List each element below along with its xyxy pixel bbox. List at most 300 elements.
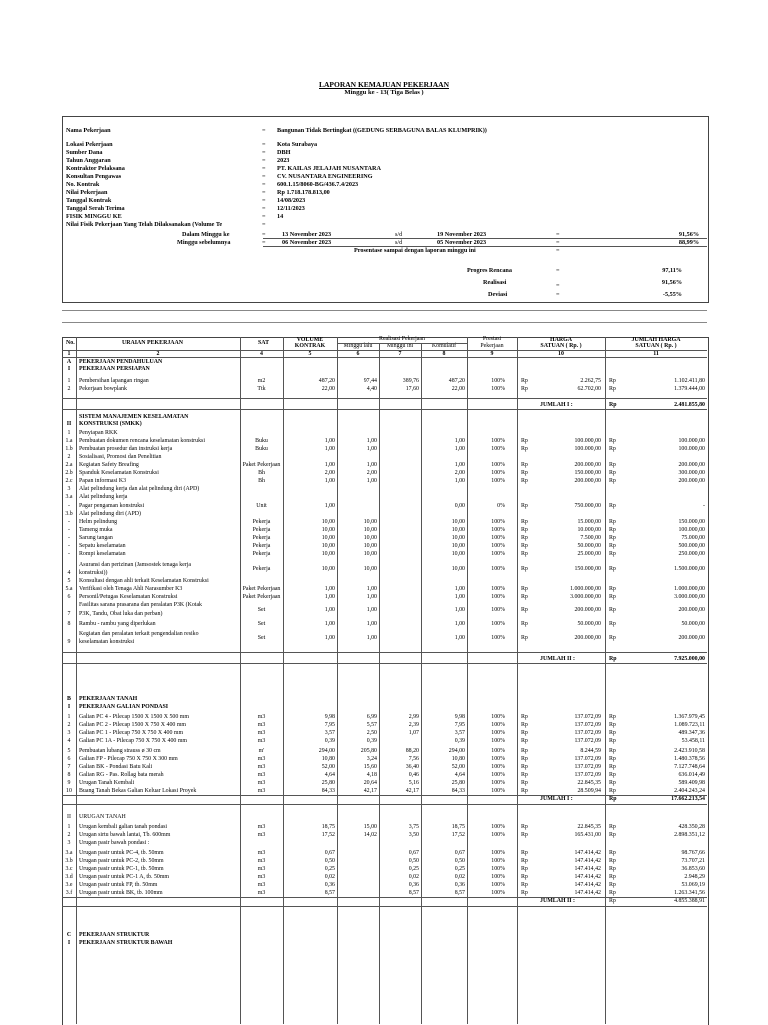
summary-realisasi-label: Realisasi xyxy=(483,279,507,286)
cell-lalu: 1,00 xyxy=(366,586,377,592)
cell-desc: KONSTRUKSI (SMKK) xyxy=(79,421,142,427)
cell-vol: 294,00 xyxy=(318,748,335,754)
cell-rp2: Rp xyxy=(609,586,616,592)
cell-kum: 18,75 xyxy=(451,824,465,830)
cell-desc: Urugan pasir untuk BK, tb. 100mm xyxy=(79,890,163,896)
cell-rp2: Rp xyxy=(609,764,616,770)
cell-no: 1.a xyxy=(65,438,73,444)
cell-kum: 10,00 xyxy=(451,527,465,533)
col-jumlah: JUMLAH HARGA xyxy=(631,337,681,343)
cell-no: 1 xyxy=(67,714,71,720)
cell-pres: 100% xyxy=(491,607,505,613)
cell-rp: Rp xyxy=(521,478,528,484)
cell-vol: 1,00 xyxy=(324,446,335,452)
cell-sat: m3 xyxy=(257,772,266,778)
cell-rp: Rp xyxy=(521,438,528,444)
cell-no: 3.a xyxy=(65,850,73,856)
cell-harga: 137.072,09 xyxy=(574,738,601,744)
cell-rp: Rp xyxy=(521,824,528,830)
separator-2 xyxy=(62,322,707,323)
cell-rp: Rp xyxy=(521,621,528,627)
cell-rp2: Rp xyxy=(609,874,616,880)
cell-pres: 100% xyxy=(491,772,505,778)
summary-rencana-eq: = xyxy=(556,267,560,274)
col-volume: VOLUME xyxy=(296,337,324,343)
cell-no: 2 xyxy=(67,386,71,392)
cell-harga: 137.072,09 xyxy=(574,756,601,762)
cell-lalu: 1,00 xyxy=(366,446,377,452)
cell-rp: Rp xyxy=(521,730,528,736)
cell-kum: 1,00 xyxy=(454,478,465,484)
cell-lalu: 1,00 xyxy=(366,621,377,627)
cell-jumlah: 73.707,21 xyxy=(681,858,705,864)
cell-vol: 52,00 xyxy=(321,764,335,770)
cell-rp: Rp xyxy=(521,738,528,744)
cell-pres: 100% xyxy=(491,850,505,856)
cell-kum: 17,52 xyxy=(451,832,465,838)
header-field-label: FISIK MINGGU KE xyxy=(66,213,122,220)
cell-no: 2 xyxy=(67,722,71,728)
cell-harga: 165.431,00 xyxy=(574,832,601,838)
period-current-eq2: = xyxy=(556,231,560,238)
cell-rp: Rp xyxy=(521,386,528,392)
header-field-value: DBH xyxy=(277,149,291,156)
cell-vol: 1,00 xyxy=(324,607,335,613)
cell-no: 3.d xyxy=(65,874,73,880)
cell-rp2: Rp xyxy=(609,714,616,720)
period-line-2 xyxy=(263,246,707,247)
cell-vol: 0,36 xyxy=(324,882,335,888)
col-no: No. xyxy=(66,340,75,346)
cell-no: 3.b xyxy=(65,511,73,517)
cell-lalu: 0,39 xyxy=(366,738,377,744)
cell-sat: m3 xyxy=(257,890,266,896)
cell-pres: 100% xyxy=(491,788,505,794)
header-field-eq: = xyxy=(262,181,266,188)
cell-ini: 2,99 xyxy=(408,714,419,720)
cell-vol: 487,20 xyxy=(318,378,335,384)
cell-jumlah: 2.898.351,12 xyxy=(674,832,705,838)
cell-kum: 7,95 xyxy=(454,722,465,728)
header-field-value: 2023 xyxy=(277,157,290,164)
report-week: Minggu ke - 13( Tiga Belas ) xyxy=(344,89,424,96)
cell-pres: 100% xyxy=(491,462,505,468)
cell-kum: 8,57 xyxy=(454,890,465,896)
cell-sat: Paket Pekerjaan xyxy=(242,586,281,592)
cell-jumlah: 100.000,00 xyxy=(678,438,705,444)
cell-jumlah: 2.423.910,58 xyxy=(674,748,705,754)
cell-lalu: 10,00 xyxy=(363,566,377,572)
cell-sat: m2 xyxy=(257,378,266,384)
cell-no: 9 xyxy=(67,639,71,645)
cell-rp2: Rp xyxy=(609,796,617,802)
colnum-1: 1 xyxy=(67,351,71,357)
cell-vol: 0,50 xyxy=(324,858,335,864)
cell-lalu: 1,00 xyxy=(366,478,377,484)
cell-vol: 10,00 xyxy=(321,551,335,557)
cell-rp2: Rp xyxy=(609,566,616,572)
cell-pres: 100% xyxy=(491,874,505,880)
cell-jumlah: 2.948,29 xyxy=(684,874,705,880)
cell-sat: Buku xyxy=(255,446,268,452)
cell-harga: 137.072,09 xyxy=(574,772,601,778)
cell-pres: 100% xyxy=(491,730,505,736)
cell-no: 2.a xyxy=(65,462,73,468)
cell-rp: Rp xyxy=(521,503,528,509)
col-kumulatif: Komulatif xyxy=(431,343,457,349)
cell-kum: 52,00 xyxy=(451,764,465,770)
cell-vol: 0,25 xyxy=(324,866,335,872)
cell-desc: Alat pelindung kerja dan alat pelindung diri (APD) xyxy=(79,486,200,492)
cell-ini: 0,46 xyxy=(408,772,419,778)
period-previous-eq: = xyxy=(262,239,266,246)
cell-pres: 100% xyxy=(491,866,505,872)
head-line-c xyxy=(62,357,707,358)
cell-jumlah: 200.000,00 xyxy=(678,635,705,641)
cell-pres: 100% xyxy=(491,882,505,888)
cell-sat: Ttk xyxy=(257,386,266,392)
cell-kum: 0,67 xyxy=(454,850,465,856)
cell-kum: 0,25 xyxy=(454,866,465,872)
cell-jumlah: 7.127.748,64 xyxy=(674,764,705,770)
cell-lalu: 42,17 xyxy=(363,788,377,794)
cell-desc: Sosialisasi, Promosi dan Penelitian xyxy=(79,454,162,460)
cell-harga: 200.000,00 xyxy=(574,462,601,468)
subtotal-label: JUMLAH II : xyxy=(540,656,576,662)
cell-no: - xyxy=(68,535,70,541)
cell-sat: m3 xyxy=(257,780,266,786)
cell-pres: 100% xyxy=(491,621,505,627)
cell-rp: Rp xyxy=(521,462,528,468)
cell-vol: 2,00 xyxy=(324,470,335,476)
cell-vol: 1,00 xyxy=(324,594,335,600)
header-field-eq: = xyxy=(262,221,266,228)
cell-no: 3 xyxy=(67,840,71,846)
cell-sat: Bh xyxy=(258,478,265,484)
cell-rp: Rp xyxy=(521,788,528,794)
cell-ini: 42,17 xyxy=(405,788,419,794)
summary-rencana-value: 97,11% xyxy=(662,267,682,274)
cell-jumlah: 250.000,00 xyxy=(678,551,705,557)
cell-no: I xyxy=(67,366,71,372)
cell-pres: 100% xyxy=(491,446,505,452)
cell-sat: Pekerja xyxy=(252,527,271,533)
cell-ini: 36,40 xyxy=(405,764,419,770)
cell-desc: Rambu - rambu yang diperlukan xyxy=(79,621,156,627)
header-field-eq: = xyxy=(262,141,266,148)
cell-sat: m3 xyxy=(257,824,266,830)
cell-rp2: Rp xyxy=(609,503,616,509)
cell-rp2: Rp xyxy=(609,832,616,838)
colnum-7: 7 xyxy=(398,351,402,357)
cell-kum: 487,20 xyxy=(448,378,465,384)
cell-rp2: Rp xyxy=(609,780,616,786)
vline-harga xyxy=(605,337,606,1024)
cell-jumlah: 53.069,19 xyxy=(681,882,705,888)
cell-kum: 10,00 xyxy=(451,535,465,541)
cell-lalu: 10,00 xyxy=(363,551,377,557)
period-previous-to: 05 November 2023 xyxy=(437,239,487,246)
cell-jumlah: 98.767,66 xyxy=(681,850,705,856)
period-previous-sd: s/d xyxy=(395,239,403,246)
cell-desc: Penyiapan RKK xyxy=(79,430,118,436)
cell-rp: Rp xyxy=(521,866,528,872)
cell-jumlah: 2.481.855,80 xyxy=(674,402,705,408)
cell-jumlah: 200.000,00 xyxy=(678,462,705,468)
cell-desc: Personil/Petugas Keselamatan Konstruksi xyxy=(79,594,178,600)
cell-rp2: Rp xyxy=(609,882,616,888)
cell-rp2: Rp xyxy=(609,635,616,641)
period-current-pct: 91,56% xyxy=(678,231,699,238)
cell-rp2: Rp xyxy=(609,788,616,794)
colnum-10: 10 xyxy=(558,351,564,357)
cell-rp2: Rp xyxy=(609,748,616,754)
cell-jumlah: 589.409,98 xyxy=(678,780,705,786)
cell-ini: 7,56 xyxy=(408,756,419,762)
cell-pres: 100% xyxy=(491,478,505,484)
period-previous-pct: 88,99% xyxy=(678,239,699,246)
cell-kum: 22,00 xyxy=(451,386,465,392)
cell-rp: Rp xyxy=(521,566,528,572)
cell-lalu: 4,40 xyxy=(366,386,377,392)
row-sep-8 xyxy=(62,906,707,907)
cell-lalu: 15,60 xyxy=(363,764,377,770)
cell-jumlah: 3.000.000,00 xyxy=(674,594,705,600)
cell-pres: 100% xyxy=(491,780,505,786)
cell-sat: Pekerja xyxy=(252,519,271,525)
period-current-eq: = xyxy=(262,231,266,238)
cell-rp: Rp xyxy=(521,772,528,778)
cell-no: 3.a xyxy=(65,494,73,500)
cell-ini: 0,36 xyxy=(408,882,419,888)
cell-no: 10 xyxy=(66,788,72,794)
cell-lalu: 15,00 xyxy=(363,824,377,830)
row-sep-1 xyxy=(62,398,707,399)
cell-rp2: Rp xyxy=(609,543,616,549)
cell-jumlah: 4.855.388,91 xyxy=(674,898,705,904)
cell-jumlah: 1.500.000,00 xyxy=(674,566,705,572)
cell-desc: Tameng muka xyxy=(79,527,113,533)
cell-sat: Pekerja xyxy=(252,566,271,572)
cell-rp2: Rp xyxy=(609,866,616,872)
cell-rp: Rp xyxy=(521,527,528,533)
cell-desc: konstruksi)) xyxy=(79,570,108,576)
colnum-9: 9 xyxy=(490,351,494,357)
cell-rp: Rp xyxy=(521,874,528,880)
cell-pres: 100% xyxy=(491,378,505,384)
cell-jumlah: - xyxy=(703,503,705,509)
cell-jumlah: 500.000,00 xyxy=(678,543,705,549)
cell-harga: 147.414,42 xyxy=(574,874,601,880)
cell-vol: 1,00 xyxy=(324,478,335,484)
cell-ini: 0,67 xyxy=(408,850,419,856)
cell-rp2: Rp xyxy=(609,551,616,557)
cell-vol: 1,00 xyxy=(324,438,335,444)
cell-harga: 137.072,09 xyxy=(574,714,601,720)
cell-no: II xyxy=(66,421,72,427)
cell-jumlah: 1.263.341,56 xyxy=(674,890,705,896)
header-field-value: 600.1.15/8060-BG/436.7.4/2023 xyxy=(277,181,359,188)
cell-desc: PEKERJAAN PENDAHULUAN xyxy=(79,359,163,365)
summary-rencana-label: Progres Rencana xyxy=(467,267,512,274)
cell-sat: m3 xyxy=(257,858,266,864)
cell-jumlah: 489.347,36 xyxy=(678,730,705,736)
header-field-label: Tanggal Serah Terima xyxy=(66,205,125,212)
cell-kum: 0,36 xyxy=(454,882,465,888)
cell-jumlah: 1.379.444,00 xyxy=(674,386,705,392)
period-current-from: 13 November 2023 xyxy=(282,231,332,238)
cell-kum: 0,50 xyxy=(454,858,465,864)
cell-no: 3 xyxy=(67,730,71,736)
cell-rp2: Rp xyxy=(609,890,616,896)
cell-no: 8 xyxy=(67,772,71,778)
cell-rp2: Rp xyxy=(609,898,616,904)
cell-no: - xyxy=(68,519,70,525)
header-field-label: Nama Pekerjaan xyxy=(66,127,111,134)
cell-kum: 84,33 xyxy=(451,788,465,794)
cell-no: 1 xyxy=(67,824,71,830)
cell-jumlah: 1.089.723,11 xyxy=(674,722,705,728)
cell-rp: Rp xyxy=(521,832,528,838)
cell-ini: 17,60 xyxy=(405,386,419,392)
cell-rp: Rp xyxy=(521,470,528,476)
cell-jumlah: 1.102.411,80 xyxy=(674,378,705,384)
cell-pres: 100% xyxy=(491,594,505,600)
cell-harga: 200.000,00 xyxy=(574,478,601,484)
cell-pres: 100% xyxy=(491,635,505,641)
subtotal-label: JUMLAH I : xyxy=(540,402,573,408)
row-sep-3 xyxy=(62,652,707,653)
cell-lalu: 4,18 xyxy=(366,772,377,778)
cell-jumlah: 1.367.979,45 xyxy=(674,714,705,720)
cell-rp2: Rp xyxy=(609,462,616,468)
cell-no: - xyxy=(68,543,70,549)
cell-ini: 0,25 xyxy=(408,866,419,872)
cell-jumlah: 200.000,00 xyxy=(678,478,705,484)
cell-vol: 1,00 xyxy=(324,621,335,627)
cell-sat: m3 xyxy=(257,722,266,728)
cell-ini: 389,76 xyxy=(402,378,419,384)
cell-rp2: Rp xyxy=(609,438,616,444)
cell-sat: m3 xyxy=(257,756,266,762)
cell-no: - xyxy=(68,551,70,557)
cell-sat: Pekerja xyxy=(252,535,271,541)
cell-desc: PEKERJAAN GALIAN PONDASI xyxy=(79,704,169,710)
cell-vol: 0,02 xyxy=(324,874,335,880)
cell-harga: 100.000,00 xyxy=(574,438,601,444)
header-field-value: 14/08/2023 xyxy=(277,197,306,204)
cell-jumlah: 2.404.243,24 xyxy=(674,788,705,794)
cell-rp: Rp xyxy=(521,764,528,770)
colnum-6: 6 xyxy=(356,351,360,357)
cell-kum: 10,00 xyxy=(451,551,465,557)
cell-harga: 137.072,09 xyxy=(574,722,601,728)
cell-no: 7 xyxy=(67,611,71,617)
cell-sat: Set xyxy=(257,635,266,641)
cell-rp2: Rp xyxy=(609,824,616,830)
cell-harga: 62.702,00 xyxy=(577,386,601,392)
cell-rp: Rp xyxy=(521,607,528,613)
cell-no: - xyxy=(68,503,70,509)
col-ini: Minggu ini xyxy=(386,343,414,349)
cell-kum: 0,02 xyxy=(454,874,465,880)
cell-pres: 100% xyxy=(491,890,505,896)
cell-jumlah: 200.000,00 xyxy=(678,607,705,613)
cell-desc: Pekerjaan bowplank xyxy=(79,386,127,392)
cell-kum: 1,00 xyxy=(454,594,465,600)
colnum-8: 8 xyxy=(442,351,446,357)
cell-no: 3.e xyxy=(65,882,73,888)
cell-desc: Galian RG - Pas. Rollag bata merah xyxy=(79,772,164,778)
cell-pres: 100% xyxy=(491,738,505,744)
cell-rp2: Rp xyxy=(609,386,616,392)
cell-lalu: 3,24 xyxy=(366,756,377,762)
period-current-label: Dalam Minggu ke xyxy=(182,231,230,238)
cell-lalu: 97,44 xyxy=(363,378,377,384)
cell-harga: 8.244,59 xyxy=(580,748,601,754)
header-field-eq: = xyxy=(262,149,266,156)
cell-harga: 137.072,09 xyxy=(574,730,601,736)
cell-no: 3.f xyxy=(65,890,73,896)
cell-jumlah: 75.000,00 xyxy=(681,535,705,541)
cell-rp: Rp xyxy=(521,748,528,754)
cell-rp: Rp xyxy=(521,551,528,557)
cell-no: 4 xyxy=(67,738,71,744)
cell-ini: 8,57 xyxy=(408,890,419,896)
cell-pres: 100% xyxy=(491,832,505,838)
col-prestasi: Prestasi xyxy=(482,336,502,342)
row-sep-4 xyxy=(62,663,707,664)
cell-vol: 9,98 xyxy=(324,714,335,720)
header-field-eq: = xyxy=(262,127,266,134)
cell-desc: Fasilitas sarana prasarana dan peralatan P3K (Kotak xyxy=(79,602,203,608)
cell-rp: Rp xyxy=(521,858,528,864)
cell-pres: 100% xyxy=(491,470,505,476)
summary-realisasi-value: 91,56% xyxy=(661,279,682,286)
cell-desc: Rompi keselamatan xyxy=(79,551,126,557)
cell-no: C xyxy=(66,932,72,938)
cell-kum: 10,00 xyxy=(451,566,465,572)
cell-sat: Buku xyxy=(255,438,268,444)
header-field-eq: = xyxy=(262,157,266,164)
cell-desc: Urugan pasir untuk PC-1 A, tb. 50mm xyxy=(79,874,169,880)
cell-sat: m3 xyxy=(257,882,266,888)
cell-lalu: 10,00 xyxy=(363,519,377,525)
cell-kum: 25,80 xyxy=(451,780,465,786)
cell-sat: m3 xyxy=(257,730,266,736)
cell-ini: 0,50 xyxy=(408,858,419,864)
cell-desc: Buang Tanah Bekas Galian Keluar Lokasi Proyek xyxy=(79,788,197,794)
cell-rp2: Rp xyxy=(609,535,616,541)
cell-desc: Papan informasi K3 xyxy=(79,478,127,484)
prosentase-label: Prosentase sampai dengan laporan minggu ini xyxy=(354,247,476,254)
header-field-label: Lokasi Pekerjaan xyxy=(66,141,113,148)
cell-desc: Galian PC 1A - Pilecap 750 X 750 X 400 mm xyxy=(79,738,187,744)
cell-no: 7 xyxy=(67,764,71,770)
cell-no: 1.b xyxy=(65,446,73,452)
separator-1 xyxy=(62,310,707,311)
cell-no: 4 xyxy=(67,570,71,576)
col-realisasi: Realisasi Pekerjaan xyxy=(379,336,425,342)
cell-rp: Rp xyxy=(521,446,528,452)
cell-pres: 100% xyxy=(491,566,505,572)
cell-sat: m3 xyxy=(257,738,266,744)
cell-jumlah: 636.014,49 xyxy=(678,772,705,778)
cell-sat: Paket Pekerjaan xyxy=(242,594,281,600)
cell-no: - xyxy=(68,527,70,533)
cell-desc: Urugan pasir untuk PC-4, tb. 50mm xyxy=(79,850,164,856)
col-jumlah-satuan: SATUAN ( Rp. ) xyxy=(635,343,677,349)
